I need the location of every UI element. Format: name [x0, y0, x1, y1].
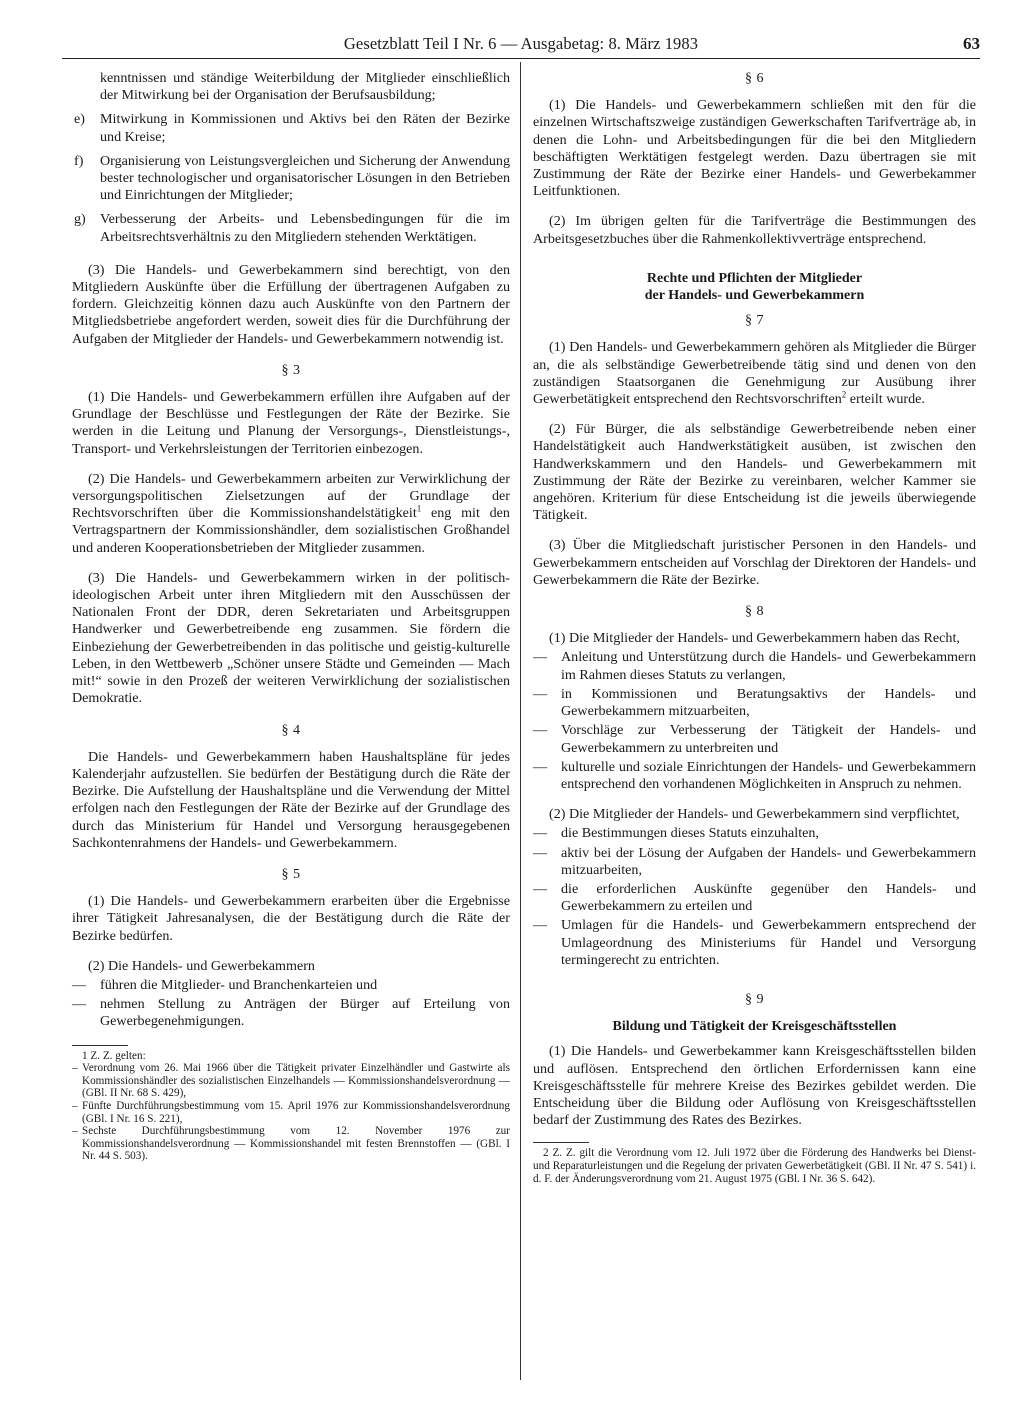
list-item: — die Bestimmungen dieses Statuts einzuhalten,	[533, 825, 819, 842]
paragraph: (2) Für Bürger, die als selbständige Gewerbetreibende neben einer Handelstätigkeit auch Handwerkstätigkeit ausüben, ist zwischen den Handwerkskammern und den Handels- und Gewerbekammern mit Zustimmung der Räte der Bezirke zu vereinbaren, welcher Kammer sie angehören. Kriterium für diese Entscheidung ist die jeweils überwiegende Tätigkeit.	[533, 421, 976, 524]
paragraph: (3) Die Handels- und Gewerbekammern wirken in der politisch-ideologischen Arbeit unter ihren Mitgliedern mit den Ausschüssen der Nationalen Front der DDR, deren Sekretariaten und Arbeitsgruppen Handwerker und Gewerbetreibende eng zusammen. Sie fördern die Einbeziehung der Gewerbetreibenden in das politische und geistig-kulturelle Leben, in den Wettbewerb „Schöner unsere Städte und Gemeinden — Mach mit!“ sowie in den Prozeß der weiteren Verwirklichung der sozialistischen Demokratie.	[72, 569, 510, 707]
page-number: 63	[963, 34, 980, 53]
gazette-title: Gesetzblatt Teil I Nr. 6 — Ausgabetag: 8. März 1983	[343, 34, 699, 53]
footnote-line: – Fünfte Durchführungsbestimmung vom 15. April 1976 zur Kommissionshandelsverordnung (GBl. I Nr. 16 S. 221),	[72, 1099, 510, 1125]
paragraph: (1) Die Handels- und Gewerbekammern erfüllen ihre Aufgaben auf der Grundlage der Beschlüsse und Festlegungen der Räte der Bezirke. Sie werden in die Leitung und Planung der Versorgungs-, Dienstleistungs-, Transport- und Verkehrsleistungen der Territorien einbezogen.	[72, 389, 510, 457]
section-title-9: Bildung und Tätigkeit der Kreisgeschäftsstellen	[612, 1019, 897, 1035]
list-item: — in Kommissionen und Beratungsaktivs der Handels- und Gewerbekammern mitzuarbeiten,	[533, 685, 976, 720]
footnote-2: 2 Z. Z. gilt die Verordnung vom 12. Juli 1972 über die Förderung des Handwerks bei Dienst- und Reparaturleistungen und die Regelung der privaten Gewerbetätigkeit (GBl. II Nr. 47 S. 541) i. d. F. der Änderungsverordnung vom 21. August 1975 (GBl. I Nr. 36 S. 642).	[533, 1147, 976, 1185]
list-item: — Anleitung und Unterstützung durch die Handels- und Gewerbekammern im Rahmen dieses Statuts zu verlangen,	[533, 649, 976, 683]
section-heading-8: § 8	[744, 603, 765, 620]
list-item-g: g) Verbesserung der Arbeits- und Lebensbedingungen für die im Arbeitsrechtsverhältnis zu den Mitgliedern stehenden Werktätigen.	[74, 211, 510, 245]
paragraph: (3) Über die Mitgliedschaft juristischer Personen in den Handels- und Gewerbekammern entscheiden auf Vorschlag der Direktoren der Handels- und Gewerbekammern die Räte der Bezirke.	[533, 537, 976, 588]
page-header	[62, 34, 980, 59]
list-item: — nehmen Stellung zu Anträgen der Bürger auf Erteilung von Gewerbegenehmigungen.	[72, 996, 510, 1030]
paragraph: (2) Die Handels- und Gewerbekammern arbeiten zur Verwirklichung der versorgungspolitischen Zielsetzungen auf der Grundlage der Rechtsvorschriften über die Kommissionshandelstätigkeit$^1$ eng mit den Vertragspartnern der Kommissionshändler, dem sozialistischen Großhandel und anderen Kooperationsbetrieben der Mitglieder zusammen.	[72, 470, 510, 556]
continued-text: kenntnissen und ständige Weiterbildung der Mitglieder einschließlich der Mitwirkung bei der Organisation der Berufsausbildung;	[100, 70, 510, 104]
section-heading-4: § 4	[281, 721, 301, 738]
list-item-e: e) Mitwirkung in Kommissionen und Aktivs bei den Räten der Bezirke und Kreise;	[74, 111, 510, 145]
paragraph: Die Handels- und Gewerbekammern haben Haushaltspläne für jedes Kalenderjahr aufzustellen. Sie bedürfen der Bestätigung durch die Räte der Bezirke. Die Aufstellung der Haushaltspläne und die Verwendung der Mittel erfolgen nach den Festlegungen der Räte der Bezirke auf der Grundlage des durch das Ministerium für Handel und Versorgung herausgegebenen Sachkontenrahmens der Handels- und Gewerbekammern.	[72, 748, 510, 851]
footnote-rule	[533, 1142, 589, 1143]
list-item: — kulturelle und soziale Einrichtungen der Handels- und Gewerbekammern entsprechend den vorhandenen Möglichkeiten in Anspruch zu nehmen.	[533, 758, 976, 792]
section-heading-9: § 9	[744, 990, 765, 1007]
section-heading-3: § 3	[281, 361, 301, 378]
list-item: — die erforderlichen Auskünfte gegenüber den Handels- und Gewerbekammern zu erteilen und	[533, 880, 976, 915]
paragraph: (1) Die Handels- und Gewerbekammer kann Kreisgeschäftsstellen bilden und auflösen. Entsprechend den örtlichen Erfordernissen kann eine Kreisgeschäftsstelle für mehrere Kreise des Bezirkes gebildet werden. Die Entscheidung über die Bildung oder Auflösung von Kreisgeschäftsstellen bedarf der Zustimmung des Rates des Bezirkes.	[533, 1043, 976, 1129]
list-item: — aktiv bei der Lösung der Aufgaben der Handels- und Gewerbekammern mitzuarbeiten,	[533, 844, 976, 878]
paragraph: (1) Die Mitglieder der Handels- und Gewerbekammern haben das Recht,	[549, 630, 960, 647]
footnote-ref-2: 2	[841, 389, 847, 400]
right-column	[533, 70, 976, 1185]
paragraph: (2) Die Handels- und Gewerbekammern	[88, 957, 315, 974]
footnote-line: – Verordnung vom 26. Mai 1966 über die Tätigkeit privater Einzelhändler und Gastwirte als Kommissionshändler des sozialistischen Einzelhandels — Kommissionshandelsverordnung — (GBl. II Nr. 68 S. 429),	[72, 1062, 510, 1100]
section-heading-6: § 6	[744, 70, 765, 86]
column-divider	[520, 62, 521, 1380]
list-item-f: f) Organisierung von Leistungsvergleichen und Sicherung der Anwendung bester technologischer und organisatorischer Lösungen in den Betrieben und Einrichtungen der Mitglieder;	[74, 152, 510, 204]
footnote-ref-1: 1	[416, 503, 422, 514]
left-column	[72, 70, 510, 1163]
section-heading-7: § 7	[744, 312, 765, 329]
section-heading-5: § 5	[281, 865, 301, 882]
paragraph: (2) Im übrigen gelten für die Tarifverträge die Bestimmungen des Arbeitsgesetzbuches über die Rahmenkollektivverträge entsprechend.	[533, 213, 976, 247]
footnote-line: – Sechste Durchführungsbestimmung vom 12. November 1976 zur Kommissionshandelsverordnung — Kommissionshandel mit festen Brennstoffen — (GBl. I Nr. 44 S. 503).	[72, 1125, 510, 1163]
list-item: — Umlagen für die Handels- und Gewerbekammern entsprechend der Umlageordnung des Ministeriums für Handel und Versorgung termingerecht zu entrichten.	[533, 917, 976, 968]
chapter-heading: Rechte und Pflichten der Mitglieder der Handels- und Gewerbekammern	[644, 270, 865, 304]
list-item: — führen die Mitglieder- und Branchenkarteien und	[72, 976, 378, 993]
paragraph: (1) Die Handels- und Gewerbekammern schließen mit den für die einzelnen Wirtschaftszweige zuständigen Gewerkschaften Tarifverträge ab, in denen die Lohn- und Arbeitsbedingungen für die bei den Mitgliedern beschäftigten Werktätigen festgelegt werden. Dazu übertragen sie mit Zustimmung der Räte der Bezirke einer Handels- und Gewerbekammer Leitfunktionen.	[533, 97, 976, 200]
footnote-rule	[72, 1045, 128, 1046]
paragraph: (2) Die Mitglieder der Handels- und Gewerbekammern sind verpflichtet,	[549, 806, 960, 823]
footnote-1: 1 Z. Z. gelten: – Verordnung vom 26. Mai 1966 über die Tätigkeit privater Einzelhändler und Gastwirte als Kommissionshändler des sozialistischen Einzelhandels — Kommissionshandelsverordnung — (GBl. II Nr. 68 S. 429), – Fünfte Durchführungsbestimmung vom 15. April 1976 zur Kommissionshandelsverordnung (GBl. I Nr. 16 S. 221), – Sechste Durchführungsbestimmung vom 12. November 1976 zur Kommissionshandelsverordnung — Kommissionshandel mit festen Brennstoffen — (GBl. I Nr. 44 S. 503).	[72, 1049, 510, 1163]
paragraph: (1) Den Handels- und Gewerbekammern gehören als Mitglieder die Bürger an, die als selbständige Gewerbetreibende tätig sind und denen von den zuständigen Staatsorganen die Genehmigung zur Ausübung ihrer Gewerbetätigkeit entsprechend den Rechtsvorschriften$^2$ erteilt wurde.	[533, 339, 976, 408]
list-item: — Vorschläge zur Verbesserung der Tätigkeit der Handels- und Gewerbekammern zu unterbreiten und	[533, 722, 976, 756]
paragraph: (3) Die Handels- und Gewerbekammern sind berechtigt, von den Mitgliedern Auskünfte über die Erfüllung der übertragenen Aufgaben zu fordern. Gleichzeitig können dazu auch Auskünfte von den Partnern der Mitgliedsbetriebe angefordert werden, soweit dies für die Durchführung der Aufgaben der Mitglieder der Handels- und Gewerbekammern notwendig ist.	[72, 261, 510, 347]
paragraph: (1) Die Handels- und Gewerbekammern erarbeiten über die Ergebnisse ihrer Tätigkeit Jahresanalysen, die der Bestätigung durch die Räte der Bezirke bedürfen.	[72, 893, 510, 944]
